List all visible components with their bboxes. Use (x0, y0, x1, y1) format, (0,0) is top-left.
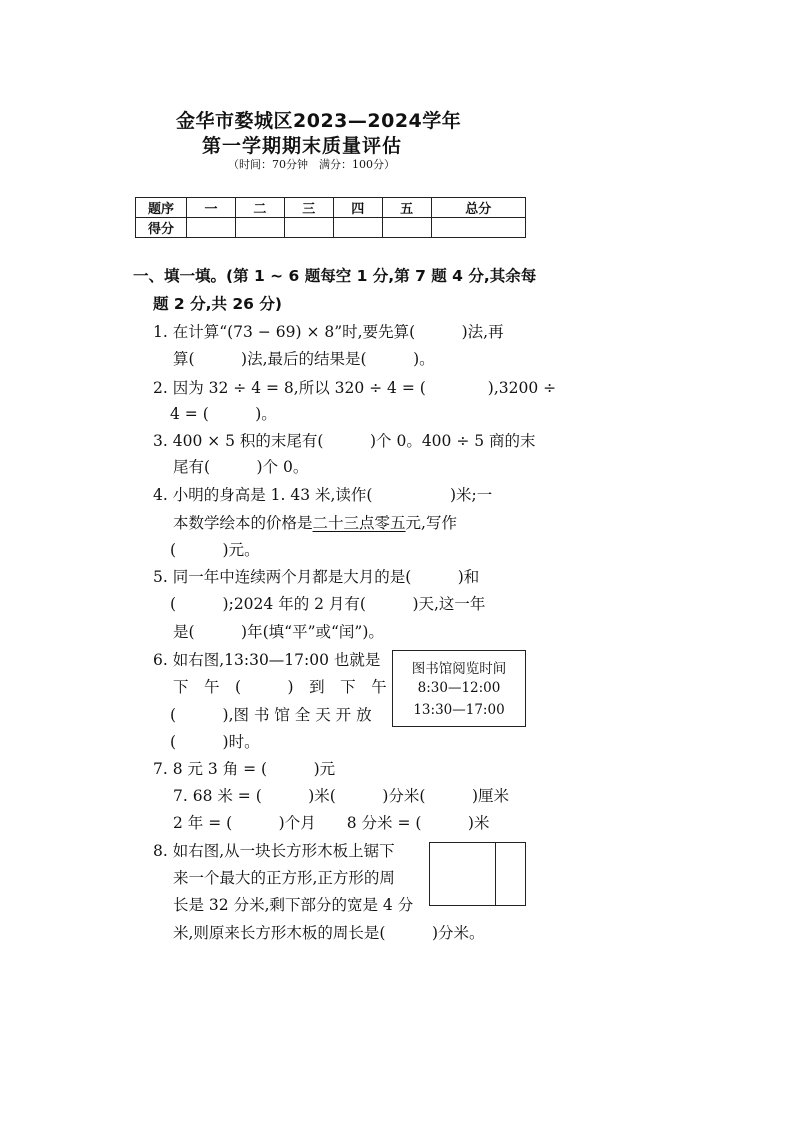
square-cut-line (495, 843, 496, 905)
question-7-line-3: 2 年 = ( )个月 8 分米 = ( )米 (173, 814, 490, 832)
score-col-1: 一 (187, 198, 236, 218)
section-heading-cont: 题 2 分,共 26 分) (153, 295, 282, 313)
question-8-line-2: 来一个最大的正方形,正方形的周 (173, 869, 395, 887)
question-5-line-2: ( );2024 年的 2 月有( )天,这一年 (170, 595, 486, 613)
question-1-line-1: 1. 在计算“(73 − 69) × 8”时,要先算( )法,再 (153, 323, 504, 341)
question-8-line-4: 米,则原来长方形木板的周长是( )分米。 (173, 924, 485, 942)
question-7-line-1: 7. 8 元 3 角 = ( )元 (153, 760, 336, 778)
exam-time-info: （时间：70分钟 满分：100分） (228, 158, 395, 171)
page-subtitle: 第一学期期末质量评估 (202, 135, 403, 157)
score-cell[interactable] (333, 218, 382, 238)
question-4-line-3: ( )元。 (170, 541, 260, 559)
score-table-header-row (136, 198, 526, 218)
underlined-price: 二十三点零五 (312, 514, 406, 532)
score-cell[interactable] (382, 218, 431, 238)
question-8-line-3: 长是 32 分米,剩下部分的宽是 4 分 (173, 896, 414, 914)
question-6-line-3: ( ),图 书 馆 全 天 开 放 (170, 706, 372, 724)
score-cell[interactable] (235, 218, 284, 238)
question-6-line-4: ( )时。 (170, 733, 260, 751)
question-2-line-1: 2. 因为 32 ÷ 4 = 8,所以 320 ÷ 4 = ( ),3200 ÷ (153, 379, 557, 397)
question-8-line-1: 8. 如右图,从一块长方形木板上锯下 (153, 842, 395, 860)
question-3-line-2: 尾有( )个 0。 (173, 458, 309, 476)
score-col-3: 三 (284, 198, 333, 218)
score-col-total: 总分 (431, 198, 525, 218)
library-hours-box (392, 650, 526, 727)
question-1-line-2: 算( )法,最后的结果是( )。 (173, 350, 435, 368)
question-4-line-2 (173, 509, 457, 538)
score-col-2: 二 (235, 198, 284, 218)
question-4-text-b: 元,写作 (405, 514, 457, 532)
score-cell[interactable] (431, 218, 525, 238)
question-3-line-1: 3. 400 × 5 积的末尾有( )个 0。400 ÷ 5 商的末 (153, 432, 536, 450)
score-cell[interactable] (187, 218, 236, 238)
question-4-line-1: 4. 小明的身高是 1. 43 米,读作( )米;一 (153, 486, 493, 504)
question-5-line-3: 是( )年(填“平”或“闰”)。 (173, 623, 384, 641)
score-table (135, 197, 526, 238)
score-cell[interactable] (284, 218, 333, 238)
score-row-label: 得分 (136, 218, 187, 238)
rectangle-board-diagram (429, 842, 526, 906)
library-hours-title: 图书馆阅览时间 (411, 661, 507, 677)
score-table-score-row (136, 218, 526, 238)
score-header-label: 题序 (136, 198, 187, 218)
question-5-line-1: 5. 同一年中连续两个月都是大月的是( )和 (153, 568, 480, 586)
score-col-4: 四 (333, 198, 382, 218)
question-6-line-2: 下 午 ( ) 到 下 午 (173, 678, 387, 696)
question-2-line-2: 4 = ( )。 (170, 405, 277, 423)
score-col-5: 五 (382, 198, 431, 218)
question-6-line-1: 6. 如右图,13:30—17:00 也就是 (153, 651, 381, 669)
library-hours-morning: 8:30—12:00 (417, 680, 501, 696)
page-title: 金华市婺城区2023—2024学年 (176, 110, 462, 132)
section-heading: 一、填一填。(第 1 ~ 6 题每空 1 分,第 7 题 4 分,其余每 (133, 267, 537, 285)
question-7-line-2: 7. 68 米 = ( )米( )分米( )厘米 (173, 787, 509, 805)
library-hours-afternoon: 13:30—17:00 (413, 702, 505, 718)
question-4-text-a: 本数学绘本的价格是 (173, 514, 313, 532)
